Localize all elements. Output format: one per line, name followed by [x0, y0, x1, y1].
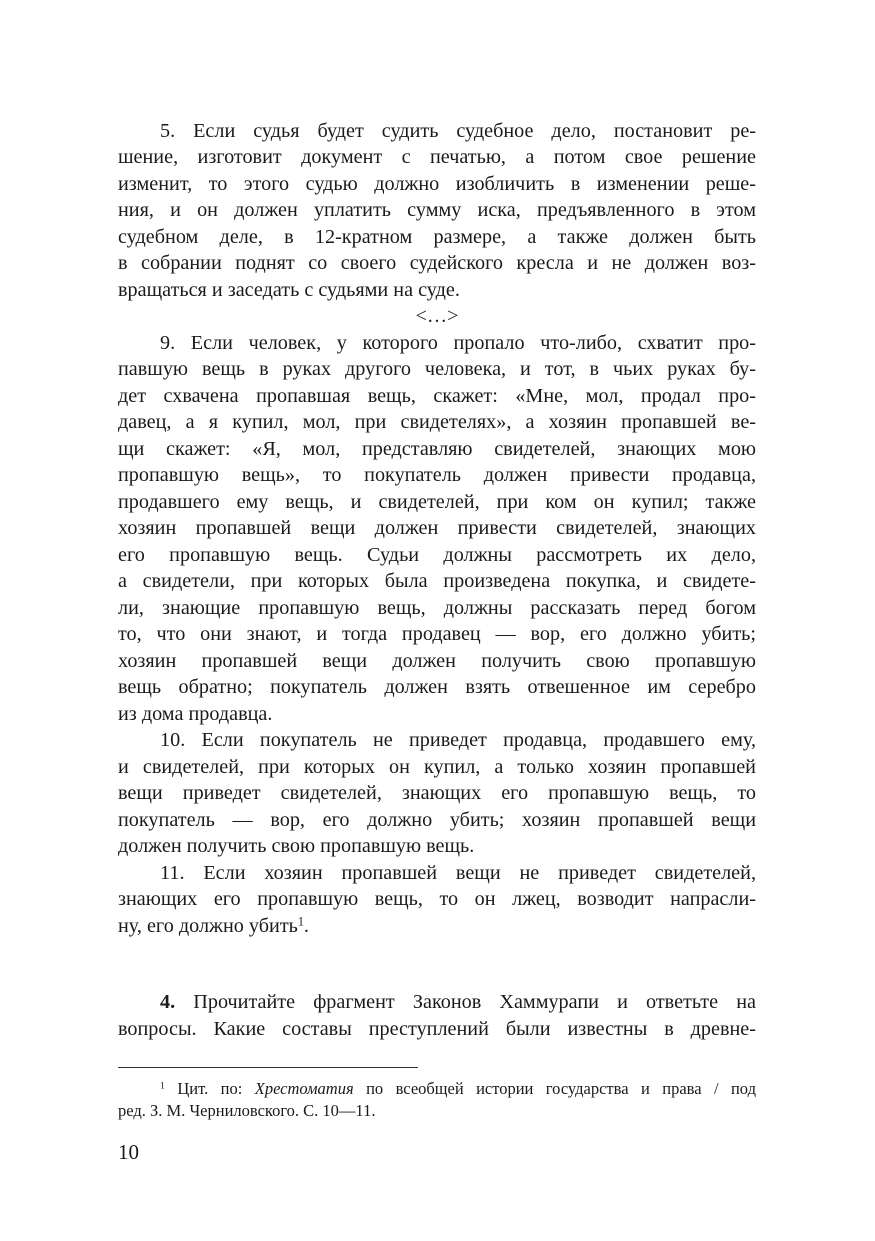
text-line: павшую вещь в руках другого человека, и тот, в чьих руках бу- [118, 358, 756, 380]
footnote-line: ред. З. М. Черниловского. С. 10—11. [118, 1101, 376, 1120]
footnote-reference[interactable]: 1 [297, 914, 304, 929]
text-line: вещь обратно; покупатель должен взять отвешенное им серебро [118, 676, 756, 698]
text-line: ния, и он должен уплатить сумму иска, предъявленного в этом [118, 199, 756, 221]
text-line: вращаться и заседать с судьями на суде. [118, 279, 460, 301]
text-line: 11. Если хозяин пропавшей вещи не приведет свидетелей, [160, 862, 756, 884]
text-line: его пропавшую вещь. Судьи должны рассмотреть их дело, [118, 544, 756, 566]
text-line-part: . [303, 915, 309, 937]
page-number: 10 [118, 1140, 139, 1164]
text-line: в собрании поднят со своего судейского кресла и не должен воз- [118, 252, 756, 274]
footnote-suffix: по всеобщей истории государства и права / под [353, 1079, 756, 1098]
text-line: 9. Если человек, у которого пропало что-либо, схватит про- [160, 332, 756, 354]
text-line: шение, изготовит документ с печатью, а потом свое решение [118, 146, 756, 168]
footnote [160, 1078, 756, 1100]
task-text: Прочитайте фрагмент Законов Хаммурапи и ответьте на [175, 991, 756, 1013]
text-line: ли, знающие пропавшую вещь, должны рассказать перед богом [118, 597, 756, 619]
footnote-prefix: Цит. по: [164, 1079, 255, 1098]
text-line: изменит, то этого судью должно изобличить в изменении реше- [118, 173, 756, 195]
text-line: щи скажет: «Я, мол, представляю свидетелей, знающих мою [118, 438, 756, 460]
text-line: пропавшую вещь», то покупатель должен привести продавца, [118, 464, 756, 486]
text-line: хозяин пропавшей вещи должен привести свидетелей, знающих [118, 517, 756, 539]
text-line: из дома продавца. [118, 703, 273, 725]
text-line: должен получить свою пропавшую вещь. [118, 835, 475, 857]
text-line: 5. Если судья будет судить судебное дело, постановит ре- [160, 120, 756, 142]
text-line: хозяин пропавшей вещи должен получить свою пропавшую [118, 650, 756, 672]
text-line: дет схвачена пропавшая вещь, скажет: «Мне, мол, продал про- [118, 385, 756, 407]
footnote-divider [118, 1067, 418, 1068]
text-line: давец, а я купил, мол, при свидетелях», а хозяин пропавшей ве- [118, 411, 756, 433]
footnote-italic-title: Хрестоматия [254, 1079, 354, 1098]
text-line: а свидетели, при которых была произведена покупка, и свидете- [118, 570, 756, 592]
text-line-part: ну, его должно убить [118, 915, 298, 937]
omission-marker: <…> [415, 305, 459, 327]
task-text-line: вопросы. Какие составы преступлений были известны в древне- [118, 1018, 756, 1040]
task-number: 4. [160, 991, 176, 1013]
task-heading [160, 989, 756, 1015]
text-line: 10. Если покупатель не приведет продавца, продавшего ему, [160, 729, 756, 751]
footnote-marker: 1 [160, 1080, 165, 1092]
text-line: покупатель — вор, его должно убить; хозяин пропавшей вещи [118, 809, 756, 831]
text-line: знающих его пропавшую вещь, то он лжец, возводит напрасли- [118, 888, 756, 910]
text-line: продавшего ему вещь, и свидетелей, при ком он купил; также [118, 491, 756, 513]
text-line: и свидетелей, при которых он купил, а только хозяин пропавшей [118, 756, 756, 778]
text-line: судебном деле, в 12-кратном размере, а также должен быть [118, 226, 756, 248]
text-line: вещи приведет свидетелей, знающих его пропавшую вещь, то [118, 782, 756, 804]
text-line: то, что они знают, и тогда продавец — вор, его должно убить; [118, 623, 756, 645]
text-line [118, 913, 756, 939]
